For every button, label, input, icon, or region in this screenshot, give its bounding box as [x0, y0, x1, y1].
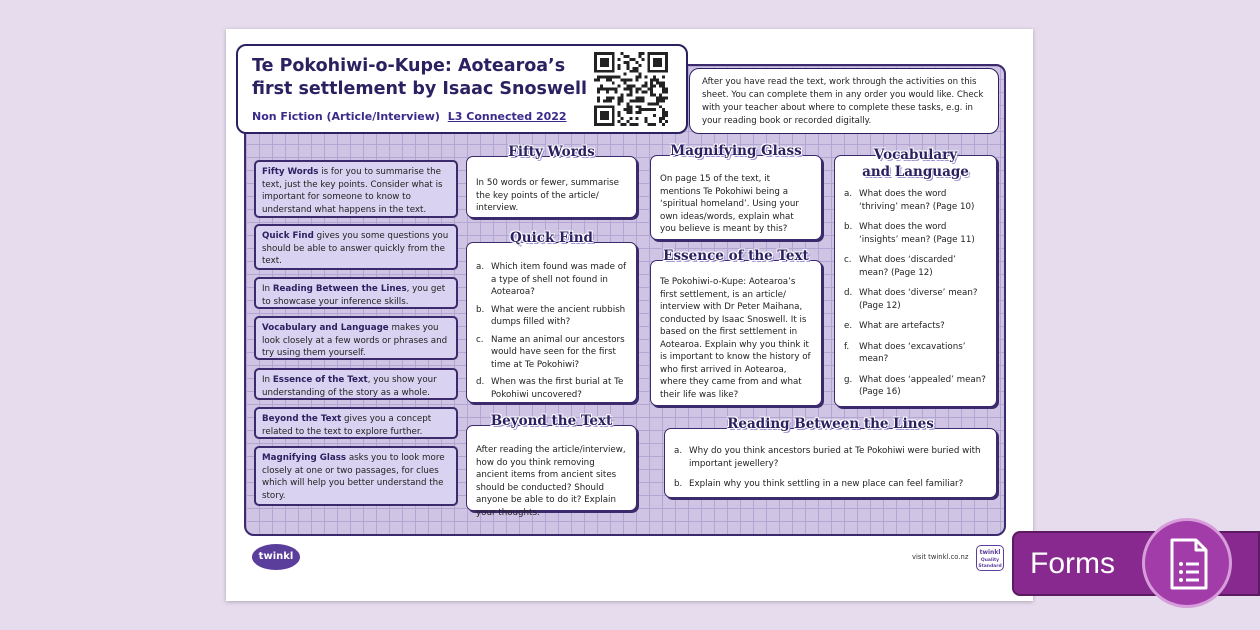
list-item-text: Explain why you think settling in a new place can feel familiar? [689, 479, 964, 489]
genre-label: Non Fiction (Article/Interview) [252, 110, 440, 123]
intro-text: After you have read the text, work through the activities on this sheet. You can complete them in any order you would like. Check with your teacher about where to complete these tasks, e.g. in your reading book or recorded digitally. [689, 68, 999, 134]
left-panel-item-text: is for you to summarise the text, just the key points. Consider what is important for someone to know to understand what happens in the text. [262, 167, 443, 215]
list-item-text: What are artefacts? [859, 321, 945, 331]
list-item-text: What does ‘diverse’ mean? (Page 12) [859, 288, 978, 311]
list-item [844, 341, 987, 366]
left-panel-item-title: Reading Between the Lines [272, 284, 407, 294]
list-item-marker: d. [476, 377, 485, 387]
list-item-marker: c. [476, 334, 484, 345]
series-label: L3 Connected 2022 [447, 110, 567, 123]
list-item [674, 478, 987, 491]
list-item-marker: c. [844, 255, 852, 265]
list-item-text: When was the first burial at Te Pokohiwi uncovered? [491, 377, 624, 400]
list-item [844, 374, 987, 399]
essence-heading: Essence of the Text [663, 248, 809, 264]
qr-code-icon[interactable] [594, 52, 668, 126]
left-panel-item [254, 368, 458, 400]
quick-find-heading: Quick Find [510, 230, 593, 246]
left-panel-item-title: Magnifying Glass [262, 453, 347, 463]
list-item-text: Why do you think ancestors buried at Te Pokohiwi were buried with important jewellery? [689, 446, 981, 469]
left-panel-item-title: Vocabulary and Language [262, 323, 389, 333]
left-panel-item [254, 446, 458, 506]
vocabulary-heading-line2: and Language [862, 164, 969, 180]
left-panel-item-text: makes you look closely at a few words or phrases and try using them yourself. [262, 323, 448, 358]
list-item [476, 334, 627, 372]
reading-between-box [664, 416, 997, 498]
left-panel-item-title: Fifty Words [262, 167, 319, 177]
left-panel-item [254, 277, 458, 309]
magnifying-glass-box [650, 143, 822, 240]
list-item-marker: e. [844, 321, 853, 331]
vocabulary-heading-line1: Vocabulary [873, 147, 958, 163]
list-item-text: What does the word ‘thriving’ mean? (Page 10) [859, 189, 975, 212]
list-item [674, 445, 987, 470]
list-item-marker: a. [674, 446, 683, 456]
reading-between-list [674, 445, 987, 491]
badge-line-2: Quality Standard [978, 558, 1002, 569]
list-item [476, 261, 627, 299]
list-item-text: What does ‘excavations’ mean? [859, 341, 966, 364]
fifty-words-box [466, 144, 637, 218]
beyond-text-body: After reading the article/interview, how do you think removing ancient items from ancient sites should be conducted? Should anyone be able to do it? Explain your thoughts. [476, 445, 626, 518]
left-panel-item [254, 160, 458, 218]
fifty-words-heading: Fifty Words [508, 144, 595, 160]
essence-text: Te Pokohiwi-o-Kupe: Aotearoa’s first settlement, is an article/ interview with Dr Peter Maihana, conducted by Isaac Snoswell. It is based on the first settlement in Aotearoa. Explain why you think it is important to know the history of who first arrived in Aotearoa, where they came from and what their life was like? [660, 277, 811, 400]
list-item-marker: f. [844, 341, 850, 352]
beyond-text-heading: Beyond the Text [490, 413, 613, 429]
title-line-1: Te Pokohiwi-o-Kupe: Aotearoa’s [252, 56, 566, 76]
list-item [844, 188, 987, 213]
list-item [476, 376, 627, 401]
left-panel-item-title: Essence of the Text [272, 375, 368, 385]
vocabulary-box [834, 147, 997, 407]
list-item-text: What were the ancient rubbish dumps filled with? [491, 304, 626, 327]
list-item-marker: a. [476, 262, 485, 272]
title-line-2: first settlement by Isaac Snoswell [252, 79, 587, 99]
reading-between-heading: Reading Between the Lines [727, 416, 934, 432]
left-panel-item [254, 407, 458, 439]
twinkl-logo[interactable]: twinkl [252, 544, 300, 570]
badge-line-1: twinkl [979, 549, 1001, 556]
left-panel-item-prefix: In [262, 284, 273, 294]
list-item [476, 304, 627, 329]
left-panel-item-title: Quick Find [262, 231, 314, 241]
left-panel-item [254, 316, 458, 360]
left-panel-item-title: Beyond the Text [262, 414, 342, 424]
beyond-text-box [466, 413, 637, 518]
list-item-marker: b. [674, 479, 683, 489]
list-item-text: What does ‘appealed’ mean? (Page 16) [859, 374, 986, 397]
magnifying-glass-text: On page 15 of the text, it mentions Te Pokohiwi being a ‘spiritual homeland’. Using your own ideas/words, explain what you believe is meant by this? [660, 174, 799, 234]
left-panel-item-text: gives you a concept related to the text to explore further. [262, 414, 432, 437]
document-list-icon [1142, 518, 1232, 608]
list-item [844, 254, 987, 279]
list-item-marker: b. [476, 304, 485, 315]
quick-find-list [476, 261, 627, 401]
left-panel-item-text: asks you to look more closely at one or two passages, for clues which will help you better understand the story. [262, 453, 445, 501]
list-item [844, 287, 987, 312]
left-panel-item-prefix: In [262, 375, 273, 385]
left-panel-item-text: , you get to showcase your inference skills. [262, 284, 446, 307]
list-item-marker: d. [844, 288, 853, 298]
list-item-text: Which item found was made of a type of shell not found in Aotearoa? [491, 262, 627, 297]
vocabulary-heading [835, 147, 996, 181]
fifty-words-text: In 50 words or fewer, summarise the key points of the article/ interview. [476, 178, 620, 213]
left-panel-item [254, 224, 458, 270]
list-item-marker: b. [844, 222, 853, 232]
left-panel-item-text: , you show your understanding of the story as a whole. [262, 375, 437, 398]
left-panel-item-text: gives you some questions you should be able to answer quickly from the text. [262, 231, 449, 266]
list-item [844, 320, 987, 333]
list-item-marker: a. [844, 189, 853, 199]
magnifying-glass-heading: Magnifying Glass [670, 143, 802, 159]
forms-label: Forms [1030, 547, 1115, 580]
vocabulary-list [844, 188, 987, 399]
quality-badge [976, 545, 1004, 571]
quick-find-box [466, 230, 637, 403]
list-item [844, 221, 987, 246]
list-item-marker: g. [844, 374, 853, 385]
visit-link[interactable]: visit twinkl.co.nz [912, 553, 969, 561]
list-item-text: Name an animal our ancestors would have seen for the first time at Te Pokohiwi? [491, 334, 625, 370]
list-item-text: What does the word ‘insights’ mean? (Page 11) [859, 222, 975, 245]
list-item-text: What does ‘discarded’ mean? (Page 12) [859, 255, 956, 278]
essence-box [650, 248, 822, 406]
